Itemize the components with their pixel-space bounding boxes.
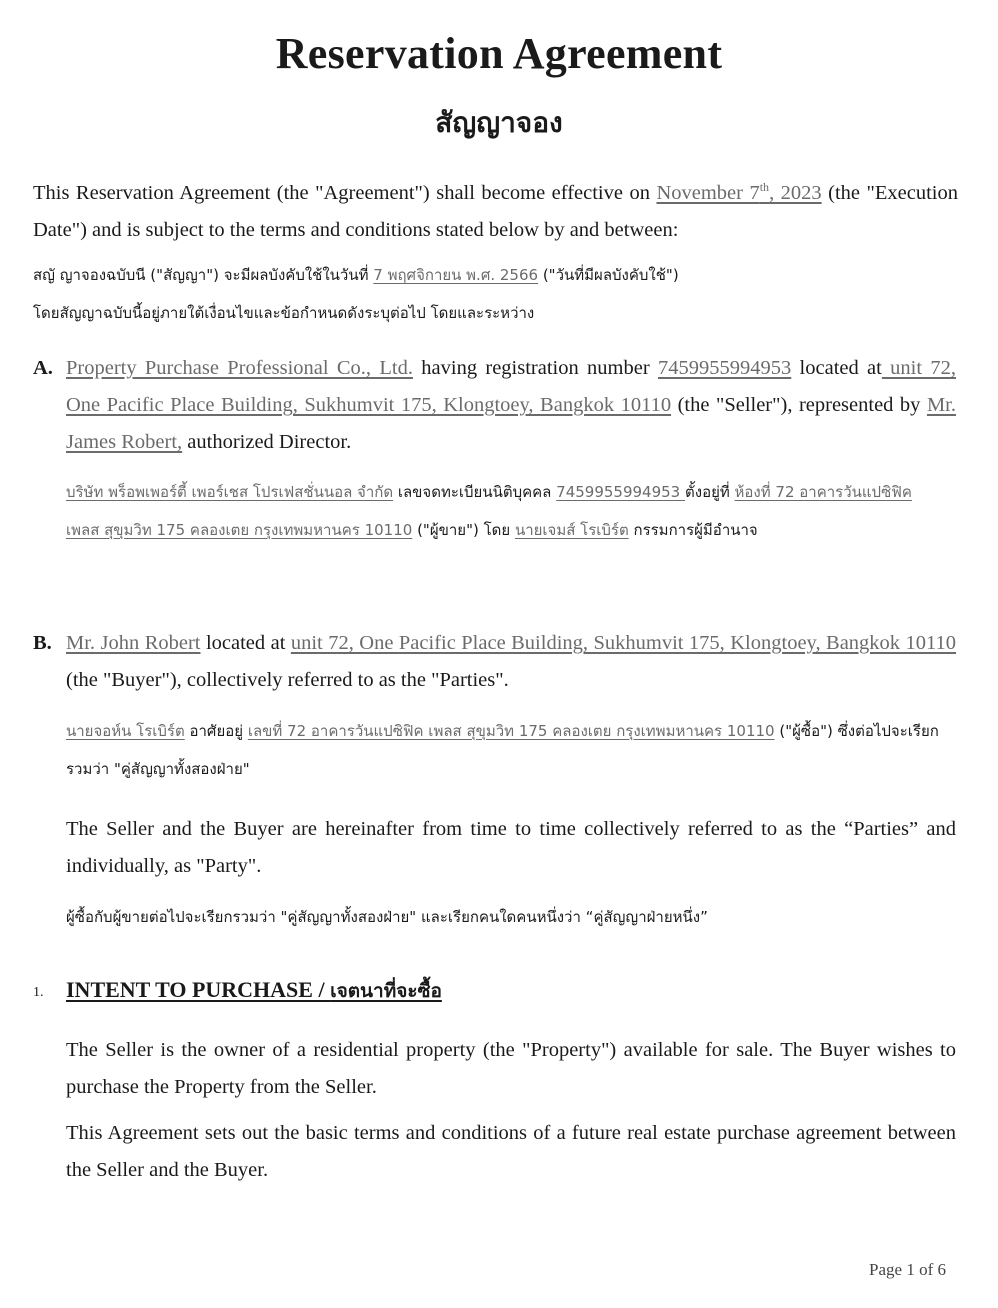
intro-paragraph-thai: สญั ญาจองฉบับนี ("สัญญา") จะมีผลบังคับใช้ในวันที่ 7 พฤศจิกายน พ.ศ. 2566 ("วันที่มีผลบังคับใช้") โดยสัญญาฉบับนี้อยู่ภายใต้เงื่อนไขและข้อกำหนดดังระบุต่อไป โดยและระหว่าง (33, 266, 679, 322)
seller-company: Property Purchase Professional Co., Ltd. (66, 357, 413, 379)
execution-date-thai: 7 พฤศจิกายน พ.ศ. 2566 (373, 266, 539, 284)
buyer-address-thai: เลขที่ 72 อาคารวันแปซิฟิค เพลส สุขุมวิท 175 คลองเตย กรุงเทพมหานคร 10110 (247, 722, 775, 740)
page-number: Page 1 of 6 (869, 1260, 946, 1279)
parties-definition-thai: ผู้ซื้อกับผู้ขายต่อไปจะเรียกรวมว่า "คู่สัญญาทั้งสองฝ่าย" และเรียกคนใดคนหนึ่งว่า “คู่สัญญาฝ่ายหนึ่ง” (66, 908, 708, 926)
execution-date: November 7th, 2023 (656, 180, 822, 204)
seller-representative-thai: นายเจมส์ โรเบิร์ต (514, 521, 629, 539)
party-b-marker: B. (33, 632, 52, 654)
seller-address-thai: ห้องที่ 72 อาคารวันแปซิฟิค เพลส สุขุมวิท 175 คลองเตย กรุงเทพมหานคร 10110 (66, 483, 912, 539)
intro-paragraph: This Reservation Agreement (the "Agreement") shall become effective on November 7th, 2023 (the "Execution Date") and is subject to the terms and conditions stated below by and between: (33, 180, 958, 241)
buyer-name: Mr. John Robert (66, 632, 201, 654)
buyer-name-thai: นายจอห์น โรเบิร์ต (66, 722, 185, 740)
party-a-paragraph: Property Purchase Professional Co., Ltd. having registration number 7459955994953 located at unit 72, One Pacific Place Building, Sukhumvit 175, Klongtoey, Bangkok 10110 (the "Seller"), represented by Mr. James Robert, authorized Director. (66, 357, 956, 453)
section-1-paragraph-1: The Seller is the owner of a residential property (the "Property") available for sale. The Buyer wishes to purchase the Property from the Seller. (66, 1039, 956, 1098)
seller-address: unit 72, One Pacific Place Building, Sukhumvit 175, Klongtoey, Bangkok 10110 (66, 357, 956, 416)
seller-reg-number: 7459955994953 (658, 357, 792, 379)
document-title: Reservation Agreement (275, 29, 723, 78)
parties-definition: The Seller and the Buyer are hereinafter from time to time collectively referred to as the “Parties” and individually, as "Party". (66, 818, 956, 877)
seller-company-thai: บริษัท พร็อพเพอร์ตี้ เพอร์เชส โปรเฟสชั่นนอล จำกัด (66, 483, 394, 501)
party-a-paragraph-thai: บริษัท พร็อพเพอร์ตี้ เพอร์เชส โปรเฟสชั่นนอล จำกัด เลขจดทะเบียนนิติบุคคล 7459955994953 ตั้งอยู่ที่ ห้องที่ 72 อาคารวันแปซิฟิค เพลส สุขุมวิท 175 คลองเตย กรุงเทพมหานคร 10110 ("ผู้ขาย") โดย นายเจมส์ โรเบิร์ต กรรมการผู้มีอำนาจ (66, 483, 912, 539)
party-a-marker: A. (33, 357, 53, 379)
buyer-address: unit 72, One Pacific Place Building, Sukhumvit 175, Klongtoey, Bangkok 10110 (290, 632, 957, 654)
seller-representative: Mr. James Robert, (66, 394, 956, 453)
section-1-title: INTENT TO PURCHASE / เจตนาที่จะซื้อ (66, 977, 442, 1002)
section-1-number: 1. (33, 985, 44, 1000)
party-b-paragraph: Mr. John Robert located at unit 72, One Pacific Place Building, Sukhumvit 175, Klongtoey, Bangkok 10110 (the "Buyer"), collectively referred to as the "Parties". (66, 632, 957, 691)
section-1-paragraph-2: This Agreement sets out the basic terms and conditions of a future real estate purchase agreement between the Seller and the Buyer. (66, 1122, 956, 1181)
document-title-thai: สัญญาจอง (435, 106, 563, 139)
seller-reg-number-thai: 7459955994953 (556, 483, 685, 501)
party-b-paragraph-thai: นายจอห์น โรเบิร์ต อาศัยอยู่ เลขที่ 72 อาคารวันแปซิฟิค เพลส สุขุมวิท 175 คลองเตย กรุงเทพมหานคร 10110 ("ผู้ซื้อ") ซึ่งต่อไปจะเรียกรวมว่า "คู่สัญญาทั้งสองฝ่าย" (66, 722, 939, 778)
